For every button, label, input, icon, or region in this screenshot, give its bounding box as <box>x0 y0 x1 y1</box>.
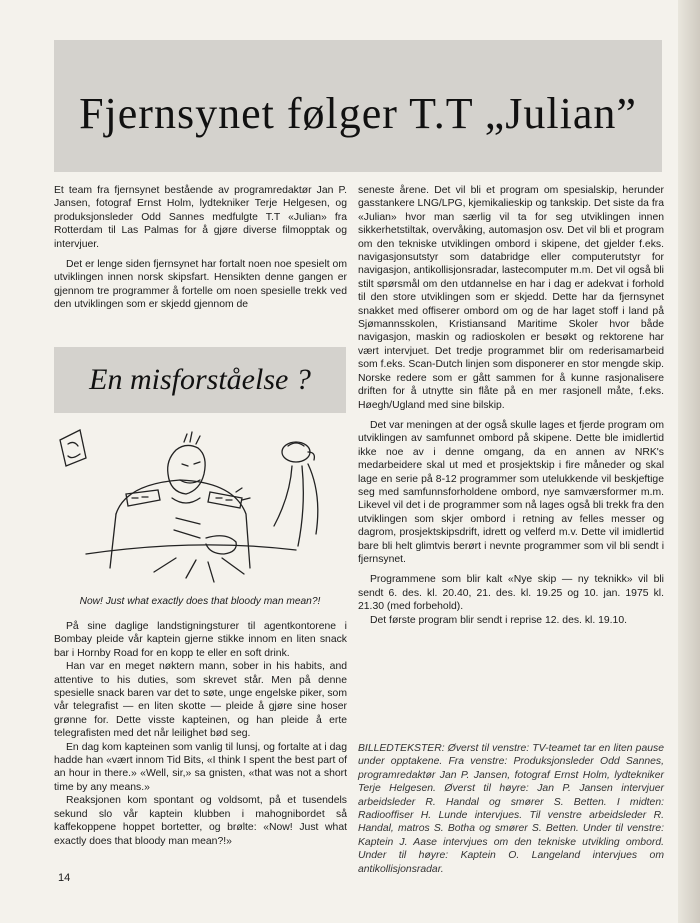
paragraph: Det var meningen at der også skulle lages et fjerde program om utviklingen av samfunnet ombord på skipene. Dette ble imidlertid ikke noe av i denne omgang, da en annen av NRK's medarbeidere skal ut med et prosjektskip i fire måneder og skal lage en serie på 8-12 programmer som utelukkende vil beskjeftige seg med samfunnsforholdene ombord, nye samværsformer m.m. Likevel vil det i de programmer som nå lages også bli trekk fra den utviklingen som skjer ombord i retning av felles messer og dagrom, prosjektskipsdrift, idrett og velferd m.v. Dette vil imidlertid bare bli helt glimtvis berørt i nevnte programmer som vil bli sendt i fjernsynet. <box>358 419 664 565</box>
title-band <box>54 40 662 172</box>
paragraph: Han var en meget nøktern mann, sober in his habits, and attentive to his duties, som skrevet står. Men på denne spesielle snack baren var det to søte, unge engelske piker, som vår telegrafist — en liten skotte — pleide å gjøre sine hoser grønne for. Dette visste kapteinen, og han pleide å erte telegrafisten med det når leilighet bød seg. <box>54 661 347 740</box>
page-edge <box>678 0 700 923</box>
paragraph: Et team fra fjernsynet bestående av programredaktør Jan P. Jansen, fotograf Ernst Holm, lydtekniker Terje Helgesen, og produksjonsleder Odd Sannes medfulgte T.T «Julian» fra Rotterdam til Las Palmas for å gjøre diverse filmopptak og intervjuer. <box>54 185 347 250</box>
paragraph: Det første program blir sendt i reprise 12. des. kl. 19.10. <box>370 614 627 626</box>
captain-cartoon-illustration <box>56 422 346 594</box>
subtitle-band <box>54 347 346 413</box>
paragraph: Programmene som blir kalt «Nye skip — ny teknikk» vil bli sendt 6. des. kl. 20.40, 21. des. kl. 19.25 og 10. jan. 1975 kl. 21.30 (med forbehold). <box>358 574 664 613</box>
cartoon-caption: Now! Just what exactly does that bloody man mean?! <box>79 596 321 607</box>
anecdote-title: En misforståelse ? <box>89 363 311 396</box>
page-number: 14 <box>58 872 71 884</box>
left-column-top <box>54 184 347 312</box>
article-title: Fjernsynet følger T.T „Julian” <box>79 88 637 138</box>
photo-captions: BILLEDTEKSTER: Øverst til venstre: TV-teamet tar en liten pause under opptakene. Fra venstre: Produksjonsleder Odd Sannes, programredaktør Jan P. Jansen, fotograf Ernst Holm, lydtekniker Terje Helgesen. Øverst til høyre: Jan P. Jansen intervjuer arbeidsleder R. Handal og smører S. Betten. I midten: Radiooffiser H. Lunde intervjues. Til venstre arbeidsleder R. Handal, matros S. Botha og smører S. Betten. Under til venstre: Kaptein J. Aase intervjues om den tekniske utvikling ombord. Under til høyre: Kaptein O. Langeland intervjues om antikollisjonsradar. <box>358 743 664 875</box>
paragraph: Reaksjonen kom spontant og voldsomt, på et tusendels sekund slo vår kaptein klubben i mahognibordet så kaffekoppene hoppet bortetter, og brølte: «Now! Just what exactly does that bloody man mean?!» <box>54 795 347 847</box>
right-column <box>358 184 664 627</box>
left-column-bottom <box>54 620 347 848</box>
paragraph: Det er lenge siden fjernsynet har fortalt noen noe spesielt om utviklingen innen norsk skipsfart. Hensikten denne gangen er gjennom tre programmer å fortelle om noen spesielle trekk ved den utviklingen som er skjedd gjennom de <box>54 259 347 311</box>
paragraph: På sine daglige landstigningsturer til agentkontorene i Bombay pleide vår kaptein gjerne stikke innom en liten snack bar i Hornby Road for en kopp te eller en soft drink. <box>54 621 347 659</box>
paragraph: seneste årene. Det vil bli et program om spesialskip, herunder gasstankere LNG/LPG, kjemikalieskip og tankskip. Det siste da fra «Julian» hvor man særlig vil ta for seg utviklingen innen sikkerhetstiltak, overvåking, automasjon osv. Det vil bli et program om den tekniske utviklingen ombord i skipene, det gjelder f.eks. navigasjonsutstyr som databridge eller computerutstyr for navigasjon, antikollisjonsradar, lastecomputer m.m. Det vil også bli stilt spørsmål om den utdannelse en har i dag er adekvat i forhold til den store utviklingen som er skjedd. Dette har da fjernsynet snakket med offiserer ombord om og de har laget stoff i land på Sjømannsskolen, Kristiansand Maritime Skoler hvor både navigasjon, maskin og radioskolen er besøkt og rektorene har vært intervjuet. Det tredje programmet blir om rederisamarbeid som f.eks. Scan-Dutch linjen som disponerer en stor mengde skip. Norske redere som er gått sammen for å kunne rasjonalisere driften for å utnytte sin flåte på en mer rasjonell måte, f.eks. Høegh/Ugland med sine bilskip. <box>358 185 664 411</box>
paragraph: En dag kom kapteinen som vanlig til lunsj, og fortalte at i dag hadde han «vært innom Tid Bits, «I think I spent the best part of an hour in there.» «Well, sir,» sa gnisten, «that was not a short time by any means.» <box>54 741 347 793</box>
